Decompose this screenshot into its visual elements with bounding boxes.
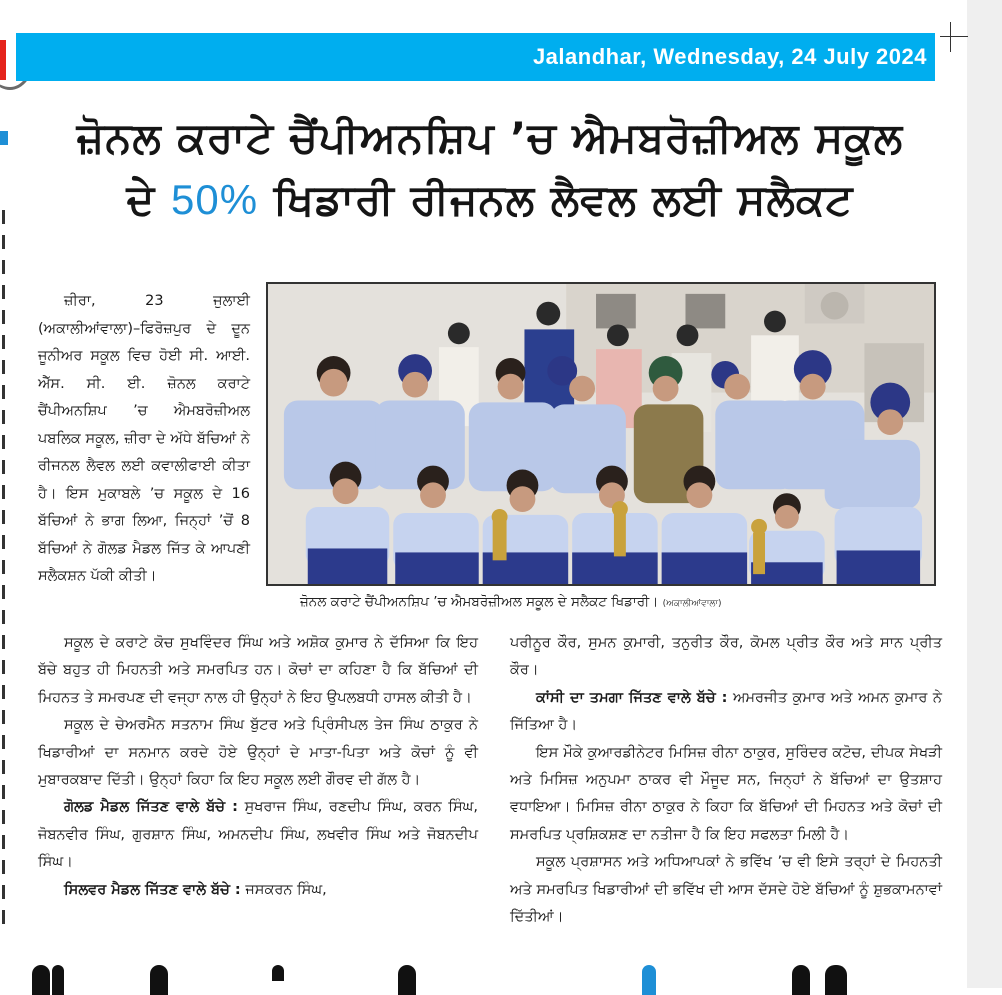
- coordinator-paragraph: ਇਸ ਮੌਕੇ ਕੁਆਰਡੀਨੇਟਰ ਮਿਸਿਜ਼ ਰੀਨਾ ਠਾਕੁਰ, ਸੁਰਿੰਦਰ ਕਟੋਚ, ਦੀਪਕ ਸੇਖੜੀ ਅਤੇ ਮਿਸਿਜ਼ ਅਨੁਪਮਾ ਠਾਕਰ ਵੀ ਮੌਜੂਦ ਸਨ, ਜਿਨ੍ਹਾਂ ਨੇ ਬੱਚਿਆਂ ਦਾ ਉਤਸ਼ਾਹ ਵਧਾਇਆ। ਮਿਸਿਜ਼ ਰੀਨਾ ਠਾਕੁਰ ਨੇ ਕਿਹਾ ਕਿ ਬੱਚਿਆਂ ਦੀ ਮਿਹਨਤ ਅਤੇ ਕੋਚਾਂ ਦੀ ਸਮਰਪਿਤ ਪ੍ਰਸ਼ਿਕਸ਼ਣ ਦਾ ਨਤੀਜਾ ਹੈ ਕਿ ਇਹ ਸਫਲਤਾ ਮਿਲੀ ਹੈ।: [510, 744, 942, 843]
- silver-medal-names-continued: ਪਰੀਨੂਰ ਕੌਰ, ਸੁਮਨ ਕੁਮਾਰੀ, ਤਨੁਰੀਤ ਕੌਰ, ਕੋਮਲ ਪ੍ਰੀਤ ਕੌਰ ਅਤੇ ਸਾਨ ਪ੍ਰੀਤ ਕੌਰ।: [510, 635, 942, 679]
- headline-line-2-prefix: ਦੇ: [126, 175, 156, 224]
- silver-medal-label: ਸਿਲਵਰ ਮੈਡਲ ਜਿੱਤਣ ਵਾਲੇ ਬੱਚੇ :: [64, 881, 241, 898]
- photo-caption-text: ਜ਼ੋਨਲ ਕਰਾਟੇ ਚੈਂਪੀਅਨਸ਼ਿਪ ’ਚ ਐਮਬਰੋਜ਼ੀਅਲ ਸਕੂਲ ਦੇ ਸਲੈਕਟ ਖਿਡਾਰੀ।: [300, 594, 659, 610]
- article-body-right-column: [510, 630, 942, 931]
- article-intro-column: [38, 288, 250, 591]
- headline-line-2: [30, 168, 950, 232]
- group-photo-students-with-trophies: [268, 284, 934, 584]
- article-body-left-column: [38, 630, 478, 904]
- headline-percentage: 50%: [170, 176, 259, 223]
- gold-medal-names: ਸੁਖਰਾਜ ਸਿੰਘ, ਰਣਦੀਪ ਸਿੰਘ, ਕਰਨ ਸਿੰਘ, ਜੋਬਨਵੀਰ ਸਿੰਘ, ਗੁਰਸ਼ਾਨ ਸਿੰਘ, ਅਮਨਦੀਪ ਸਿੰਘ, ਲਖਵੀਰ ਸਿੰਘ ਅਤੇ ਜੋਬਨਦੀਪ ਸਿੰਘ।: [38, 799, 479, 871]
- bronze-medal-paragraph: [510, 685, 942, 740]
- crop-mark-icon: [940, 22, 968, 52]
- silver-medal-paragraph: [38, 877, 478, 904]
- closing-paragraph: ਸਕੂਲ ਪ੍ਰਸ਼ਾਸਨ ਅਤੇ ਅਧਿਆਪਕਾਂ ਨੇ ਭਵਿੱਖ ’ਚ ਵੀ ਇਸੇ ਤਰ੍ਹਾਂ ਦੇ ਮਿਹਨਤੀ ਅਤੇ ਸਮਰਪਿਤ ਖਿਡਾਰੀਆਂ ਦੀ ਭਵਿੱਖ ਦੀ ਆਸ ਦੱਸਦੇ ਹੋਏ ਬੱਚਿਆਂ ਨੂੰ ਸ਼ੁਭਕਾਮਨਾਵਾਂ ਦਿੱਤੀਆਂ।: [510, 854, 942, 926]
- bronze-medal-label: ਕਾਂਸੀ ਦਾ ਤਮਗਾ ਜਿੱਤਣ ਵਾਲੇ ਬੱਚੇ :: [536, 689, 728, 706]
- photo-caption: [300, 594, 920, 610]
- viewer-background-gutter: [967, 0, 1002, 988]
- dateline-text: Jalandhar, Wednesday, 24 July 2024: [532, 44, 927, 69]
- bronze-medal-names: ਅਮਰਜੀਤ ਕੁਮਾਰ ਅਤੇ ਅਮਨ ਕੁਮਾਰ ਨੇ ਜਿੱਤਿਆ ਹੈ।: [510, 689, 942, 734]
- dateline-bar: [16, 33, 935, 81]
- article-headline: [30, 108, 950, 232]
- headline-line-2-suffix: ਖਿਡਾਰੀ ਰੀਜਨਲ ਲੈਵਲ ਲਈ ਸਲੈਕਟ: [273, 175, 854, 224]
- silver-medal-names-part1: ਜਸਕਰਨ ਸਿੰਘ,: [245, 881, 327, 898]
- coach-paragraph: ਸਕੂਲ ਦੇ ਕਰਾਟੇ ਕੋਚ ਸੁਖਵਿੰਦਰ ਸਿੰਘ ਅਤੇ ਅਸ਼ੋਕ ਕੁਮਾਰ ਨੇ ਦੱਸਿਆ ਕਿ ਇਹ ਬੱਚੇ ਬਹੁਤ ਹੀ ਮਿਹਨਤੀ ਅਤੇ ਸਮਰਪਿਤ ਹਨ। ਕੋਚਾਂ ਦਾ ਕਹਿਣਾ ਹੈ ਕਿ ਬੱਚਿਆਂ ਦੀ ਮਿਹਨਤ ਤੇ ਸਮਰਪਣ ਦੀ ਵਜ੍ਹਾ ਨਾਲ ਹੀ ਉਨ੍ਹਾਂ ਨੇ ਇਹ ਉਪਲਬਧੀ ਹਾਸਲ ਕੀਤੀ ਹੈ।: [38, 635, 478, 706]
- adjacent-column-accent: [0, 131, 8, 145]
- gold-medal-paragraph: [38, 794, 478, 876]
- next-article-headline-fragment: [20, 965, 960, 995]
- adjacent-column-text-edge: [0, 210, 10, 950]
- headline-line-1: ਜ਼ੋਨਲ ਕਰਾਟੇ ਚੈਂਪੀਅਨਸ਼ਿਪ ’ਚ ਐਮਬਰੋਜ਼ੀਅਲ ਸਕੂਲ: [76, 113, 904, 162]
- article-intro-paragraph: ਜ਼ੀਰਾ, 23 ਜੁਲਾਈ (ਅਕਾਲੀਆਂਵਾਲਾ)–ਫਿਰੋਜ਼ਪੁਰ ਦੇ ਦੂਨ ਜੂਨੀਅਰ ਸਕੂਲ ਵਿਚ ਹੋਈ ਸੀ. ਆਈ. ਐੱਸ. ਸੀ. ਈ. ਜ਼ੋਨਲ ਕਰਾਟੇ ਚੈਂਪੀਅਨਸ਼ਿਪ ’ਚ ਐਮਬਰੋਜ਼ੀਅਲ ਪਬਲਿਕ ਸਕੂਲ, ਜ਼ੀਰਾ ਦੇ ਅੱਧੇ ਬੱਚਿਆਂ ਨੇ ਰੀਜਨਲ ਲੈਵਲ ਲਈ ਕਵਾਲੀਫਾਈ ਕੀਤਾ ਹੈ। ਇਸ ਮੁਕਾਬਲੇ ’ਚ ਸਕੂਲ ਦੇ 16 ਬੱਚਿਆਂ ਨੇ ਭਾਗ ਲਿਆ, ਜਿਨ੍ਹਾਂ ’ਚੋਂ 8 ਬੱਚਿਆਂ ਨੇ ਗੋਲਡ ਮੈਡਲ ਜਿੱਤ ਕੇ ਆਪਣੀ ਸਲੈਕਸ਼ਨ ਪੱਕੀ ਕੀਤੀ।: [38, 293, 250, 584]
- chairman-paragraph: ਸਕੂਲ ਦੇ ਚੇਅਰਮੈਨ ਸਤਨਾਮ ਸਿੰਘ ਬੁੱਟਰ ਅਤੇ ਪ੍ਰਿੰਸੀਪਲ ਤੇਜ ਸਿੰਘ ਠਾਕੁਰ ਨੇ ਖਿਡਾਰੀਆਂ ਦਾ ਸਨਮਾਨ ਕਰਦੇ ਹੋਏ ਉਨ੍ਹਾਂ ਦੇ ਮਾਤਾ-ਪਿਤਾ ਅਤੇ ਕੋਚਾਂ ਨੂੰ ਵੀ ਮੁਬਾਰਕਬਾਦ ਦਿੱਤੀ। ਉਨ੍ਹਾਂ ਕਿਹਾ ਕਿ ਇਹ ਸਕੂਲ ਲਈ ਗੌਰਵ ਦੀ ਗੱਲ ਹੈ।: [38, 717, 478, 789]
- gold-medal-label: ਗੋਲਡ ਮੈਡਲ ਜਿੱਤਣ ਵਾਲੇ ਬੱਚੇ :: [64, 799, 238, 816]
- article-photo: [266, 282, 936, 586]
- photo-credit: (ਅਕਾਲੀਆਂਵਾਲਾ): [662, 599, 722, 609]
